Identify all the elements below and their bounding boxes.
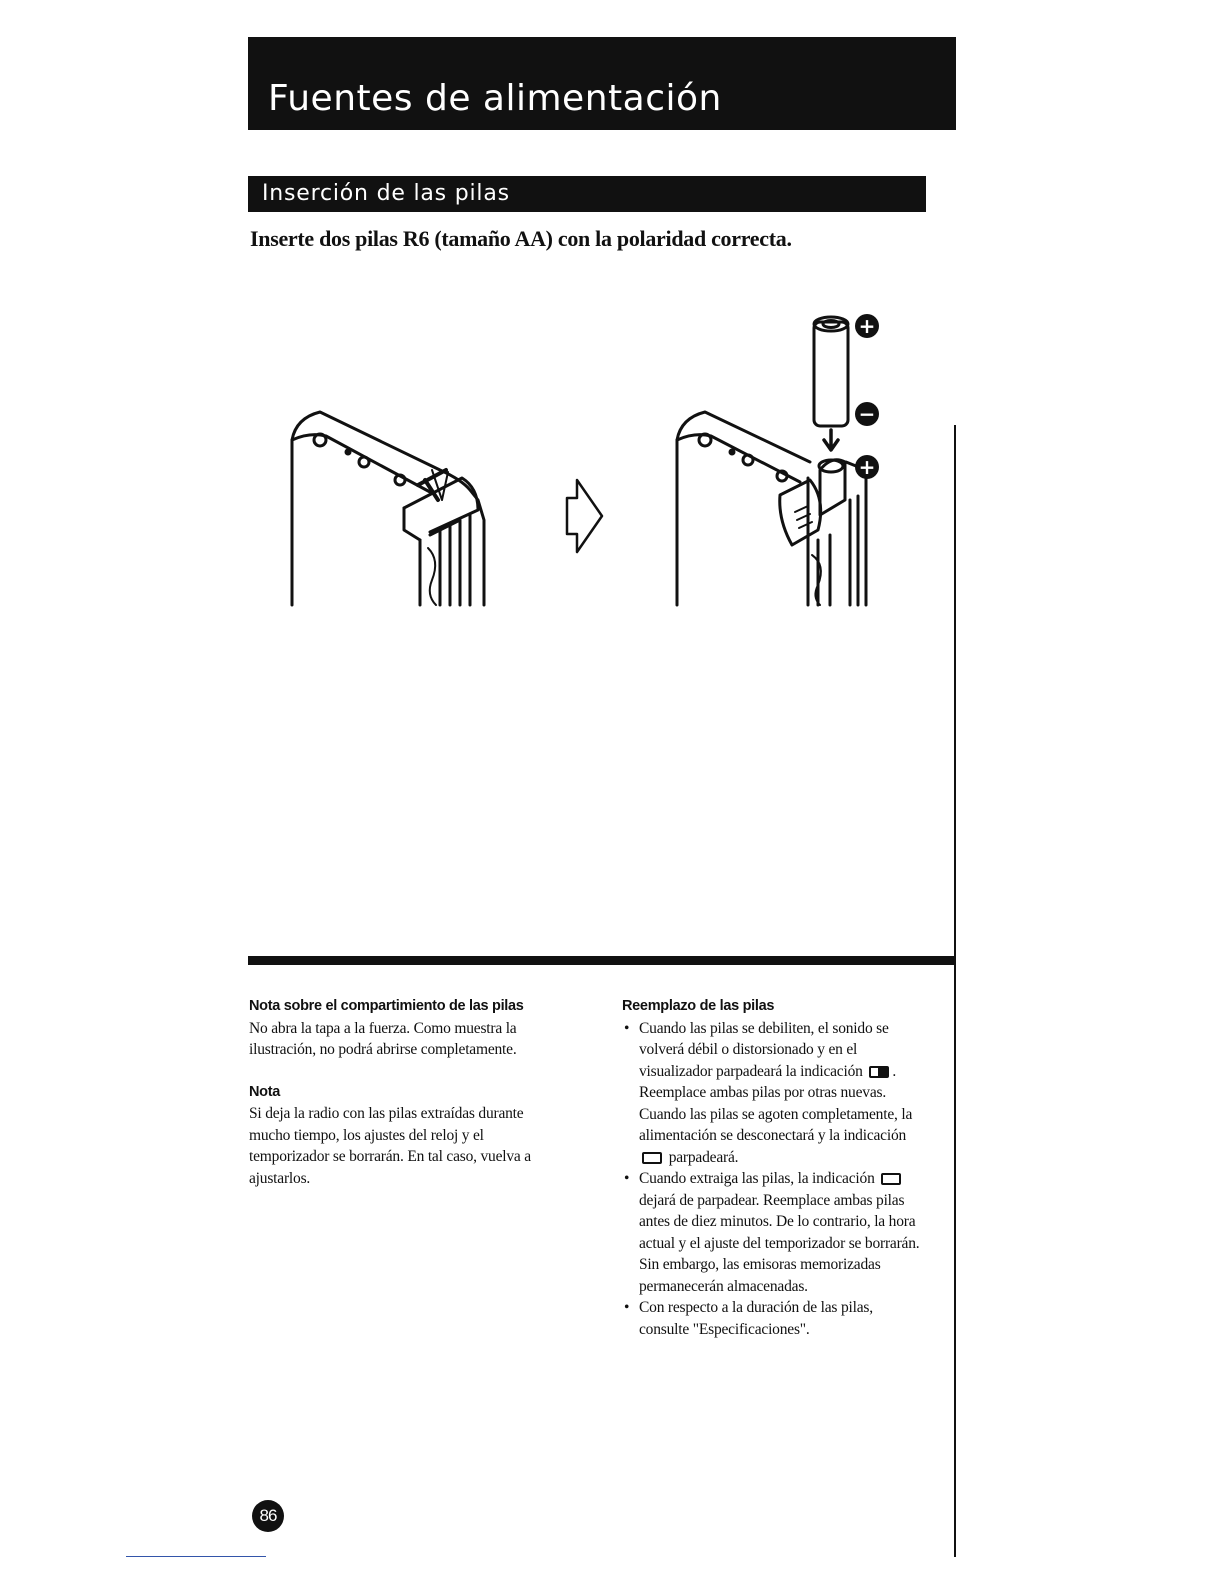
battery-empty-icon [881, 1173, 901, 1185]
polarity-minus-icon [855, 402, 879, 426]
battery-replacement-heading: Reemplazo de las pilas [622, 998, 775, 1014]
list-item: • Cuando las pilas se debiliten, el sonido se volverá débil o distorsionado y en el visualizador parpadeará la indicación . Reemplace ambas pilas por otras nuevas. Cuando las pilas se agoten completamente, la alimentación se desconectará y la indicación parpadeará. [622, 1018, 922, 1169]
battery-replacement-column [622, 996, 922, 1340]
list-item: • Con respecto a la duración de las pilas, consulte "Especificaciones". [622, 1297, 922, 1340]
battery-weak-icon [869, 1066, 889, 1078]
list-item: • Cuando extraiga las pilas, la indicación dejará de parpadear. Reemplace ambas pilas antes de diez minutos. De lo contrario, la hora actual y el ajuste del temporizador se borrarán. Sin embargo, las emisoras memorizadas permanecerán almacenadas. [622, 1168, 922, 1297]
radio-compartment-closed-drawing [292, 412, 484, 605]
polarity-plus-top-label: + [858, 314, 876, 338]
polarity-plus-compartment-label: + [858, 455, 876, 479]
battery-insertion-illustration [0, 0, 1224, 700]
battery-replacement-list [622, 1018, 922, 1341]
page-number: 86 [252, 1500, 284, 1532]
note-heading: Nota [249, 1083, 281, 1100]
polarity-plus-top-icon [855, 314, 879, 338]
radio-compartment-open-drawing [677, 317, 866, 605]
note-compartment-heading: Nota sobre el compartimiento de las pilas [249, 998, 524, 1014]
note-compartment-body: No abra la tapa a la fuerza. Como muestra la ilustración, no podrá abrirse completamente. [249, 1019, 517, 1058]
next-step-arrow-icon [567, 480, 602, 552]
polarity-minus-label: − [858, 402, 876, 426]
right-margin-rule [954, 425, 956, 1557]
note-body: Si deja la radio con las pilas extraídas durante mucho tiempo, los ajustes del reloj y el temporizador se borrarán. En tal caso, vuelva a ajustarlos. [249, 1105, 531, 1187]
polarity-plus-compartment-icon [855, 455, 879, 479]
section-divider [248, 956, 956, 965]
battery-empty-icon [642, 1152, 662, 1164]
chapter-title: Fuentes de alimentación [268, 78, 722, 119]
notes-column [249, 996, 559, 1189]
intro-text: Inserte dos pilas R6 (tamaño AA) con la polaridad correcta. [250, 226, 792, 251]
footer-line [126, 1556, 266, 1557]
section-title: Inserción de las pilas [262, 181, 510, 206]
